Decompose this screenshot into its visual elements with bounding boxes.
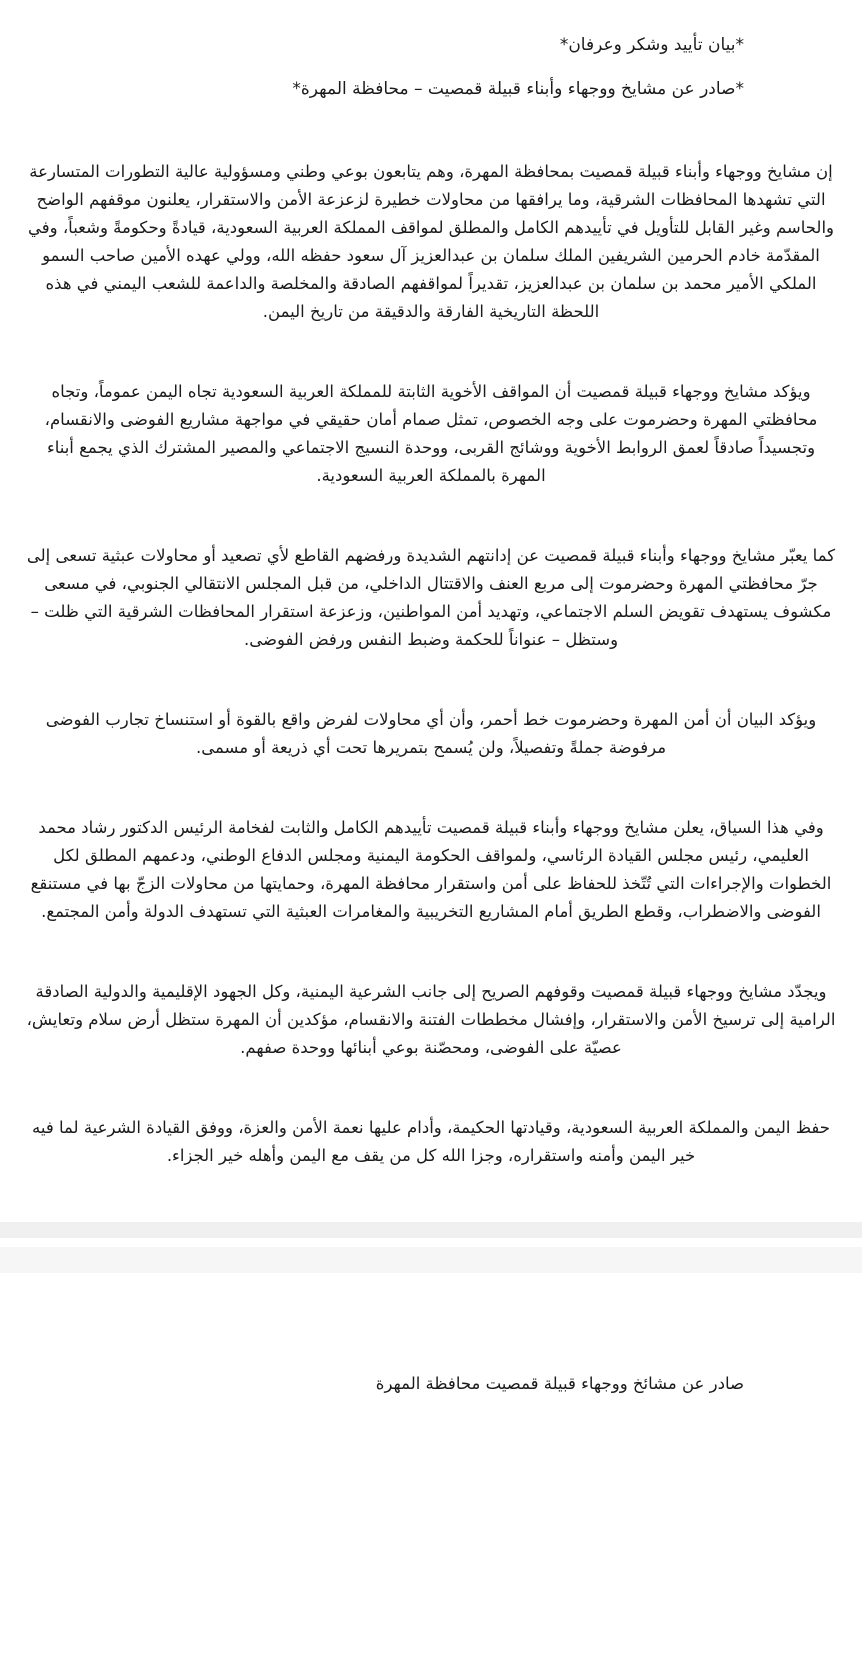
paragraph-president-support: وفي هذا السياق، يعلن مشايخ ووجهاء وأبناء قبيلة قمصيت تأييدهم الكامل والثابت لفخامة الرئيس الدكتور رشاد محمد العليمي، رئيس مجلس القيادة الرئاسي، ولمواقف الحكومة اليمنية ومجلس الدفاع الوطني، ودعمهم المطلق لكل الخطوات والإجراءات التي تُتّخذ للحفاظ على أمن واستقرار محافظة المهرة، وحمايتها من محاولات الزجّ بها في مستنقع الفوضى والاضطراب، وقطع الطريق أمام المشاريع التخريبية والمغامرات العبثية التي تستهدف الدولة وأمن المجتمع. xyxy=(30,818,832,921)
statement-subtitle: *صادر عن مشايخ ووجهاء وأبناء قبيلة قمصيت – محافظة المهرة* xyxy=(292,79,744,99)
statement-title: *بيان تأييد وشكر وعرفان* xyxy=(559,35,744,55)
statement-footer-attribution: صادر عن مشائخ ووجهاء قبيلة قمصيت محافظة المهرة xyxy=(375,1374,744,1393)
paragraph-legitimacy: ويجدّد مشايخ ووجهاء قبيلة قمصيت وقوفهم الصريح إلى جانب الشرعية اليمنية، وكل الجهود الإقليمية والدولية الصادقة الرامية إلى ترسيخ الأمن والاستقرار، وإفشال مخططات الفتنة والانقسام، مؤكدين أن المهرة ستظل أرض سلام وتعايش، عصيّة على الفوضى، ومحصّنة بوعي أبنائها ووحدة صفهم. xyxy=(26,982,836,1057)
paragraph-support-position: إن مشايخ ووجهاء وأبناء قبيلة قمصيت بمحافظة المهرة، وهم يتابعون بوعي وطني ومسؤولية عالية التطورات المتسارعة التي تشهدها المحافظات الشرقية، وما يرافقها من محاولات خطيرة لزعزعة الأمن والاستقرار، يعلنون موقفهم الواضح والحاسم وغير القابل للتأويل في تأييدهم الكامل والمطلق لمواقف المملكة العربية السعودية، قيادةً وحكومةً وشعباً، وفي المقدّمة خادم الحرمين الشريفين الملك سلمان بن عبدالعزيز آل سعود حفظه الله، وولي عهده الأمين صاحب السمو الملكي الأمير محمد بن سلمان بن عبدالعزيز، تقديراً لمواقفهم الصادقة والمخلصة والداعمة للشعب اليمني في هذه اللحظة التاريخية الفارقة والدقيقة من تاريخ اليمن. xyxy=(27,162,835,321)
separator-bar-bottom xyxy=(0,1247,862,1273)
paragraph-red-line: ويؤكد البيان أن أمن المهرة وحضرموت خط أحمر، وأن أي محاولات لفرض واقع بالقوة أو استنساخ تجارب الفوضى مرفوضة جملةً وتفصيلاً، ولن يُسمح بتمريرها تحت أي ذريعة أو مسمى. xyxy=(45,710,817,757)
footer-section xyxy=(0,1273,862,1395)
paragraph-closing-prayer: حفظ اليمن والمملكة العربية السعودية، وقيادتها الحكيمة، وأدام عليها نعمة الأمن والعزة، ووفق القيادة الشرعية لما فيه خير اليمن وأمنه واستقراره، وجزا الله كل من يقف مع اليمن وأهله خير الجزاء. xyxy=(32,1118,830,1165)
paragraph-condemnation: كما يعبّر مشايخ ووجهاء وأبناء قبيلة قمصيت عن إدانتهم الشديدة ورفضهم القاطع لأي تصعيد أو محاولات عبثية تسعى إلى جرّ محافظتي المهرة وحضرموت إلى مربع العنف والاقتتال الداخلي، من قبل المجلس الانتقالي الجنوبي، في مسعى مكشوف يستهدف تقويض السلم الاجتماعي، وتهديد أمن المواطنين، وزعزعة استقرار المحافظات الشرقية التي ظلت – وستظل – عنواناً للحكمة وضبط النفس ورفض الفوضى. xyxy=(26,546,836,649)
paragraph-saudi-stances: ويؤكد مشايخ ووجهاء قبيلة قمصيت أن المواقف الأخوية الثابتة للمملكة العربية السعودية تجاه اليمن عموماً، وتجاه محافظتي المهرة وحضرموت على وجه الخصوص، تمثل صمام أمان حقيقي في مواجهة مشاريع الفوضى والانقسام، وتجسيداً صادقاً لعمق الروابط الأخوية ووشائج القربى، ووحدة النسيج الاجتماعي والمصير المشترك الذي يجمع أبناء المهرة بالمملكة العربية السعودية. xyxy=(44,382,818,485)
separator-bar-top xyxy=(0,1222,862,1238)
